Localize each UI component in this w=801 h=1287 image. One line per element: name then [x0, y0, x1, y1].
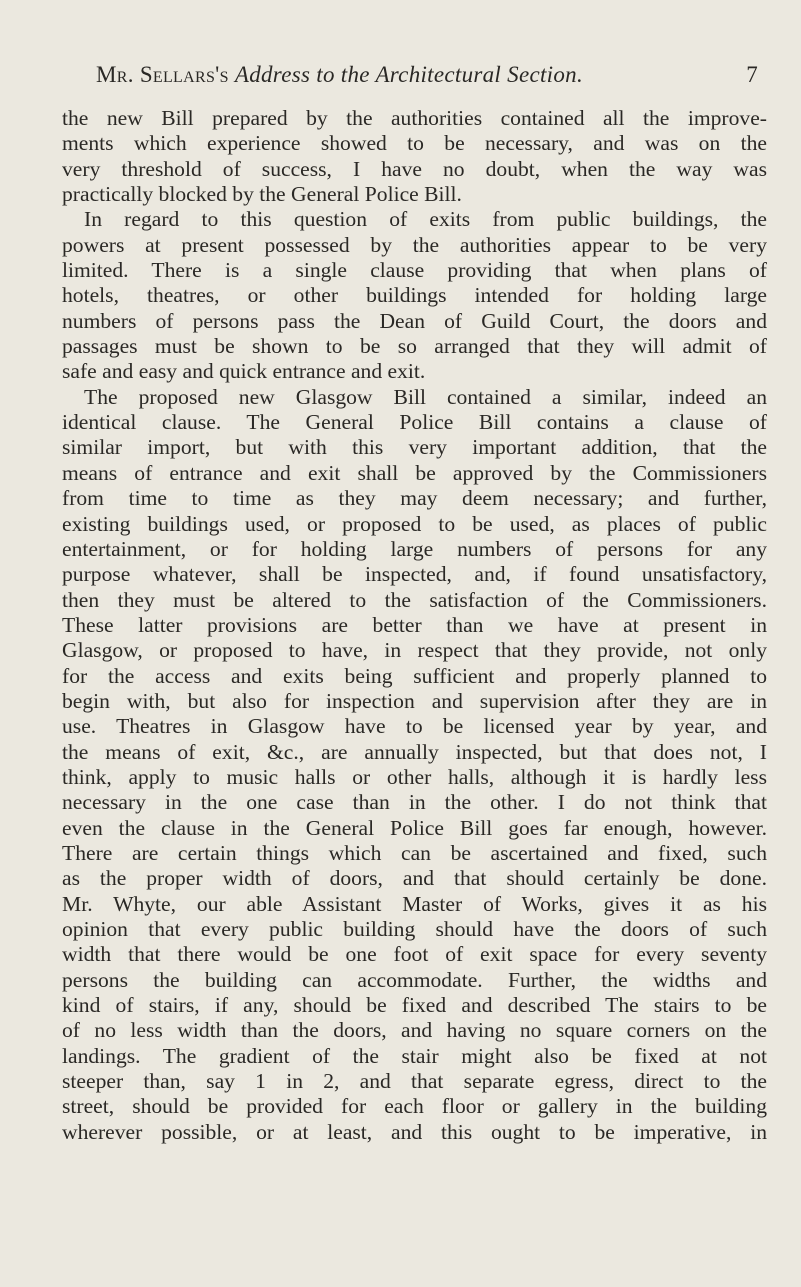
text-line: begin with, but also for inspection and supervision after they are in [62, 688, 767, 713]
text-line: entertainment, or for holding large numbers of persons for any [62, 536, 767, 561]
text-line: as the proper width of doors, and that should certainly be done. [62, 866, 767, 891]
text-line: These latter provisions are better than we have at present in [62, 612, 767, 637]
page-number: 7 [746, 62, 758, 87]
text-line: for the access and exits being sufficient and properly planned to [62, 663, 767, 688]
text-line: use. Theatres in Glasgow have to be licensed year by year, and [62, 714, 767, 739]
text-line: similar import, but with this very important addition, that the [62, 435, 767, 460]
running-title [96, 62, 583, 88]
text-line: practically blocked by the General Police Bill. [62, 182, 462, 207]
text-line: Mr. Whyte, our able Assistant Master of Works, gives it as his [62, 891, 767, 916]
running-title-subject: Address to the Architectural Section. [234, 62, 584, 87]
text-line: means of entrance and exit shall be approved by the Commissioners [62, 460, 767, 485]
text-line: In regard to this question of exits from public buildings, the [84, 207, 767, 232]
text-line: numbers of persons pass the Dean of Guild Court, the doors and [62, 308, 767, 333]
text-line: very threshold of success, I have no doubt, when the way was [62, 156, 767, 181]
text-line: existing buildings used, or proposed to be used, as places of public [62, 511, 767, 536]
text-line: the means of exit, &c., are annually inspected, but that does not, I [62, 739, 767, 764]
text-line: wherever possible, or at least, and this ought to be imperative, in [62, 1119, 767, 1144]
text-line: powers at present possessed by the authorities appear to be very [62, 232, 767, 257]
text-line: identical clause. The General Police Bill contains a clause of [62, 410, 767, 435]
text-line: of no less width than the doors, and having no square corners on the [62, 1018, 767, 1043]
text-line: opinion that every public building should have the doors of such [62, 917, 767, 941]
body-text [62, 106, 767, 1145]
text-line: Glasgow, or proposed to have, in respect that they provide, not only [62, 638, 767, 663]
text-line: There are certain things which can be ascertained and fixed, such [62, 840, 767, 865]
text-line: street, should be provided for each floor or gallery in the building [62, 1094, 767, 1119]
text-line: then they must be altered to the satisfaction of the Commissioners. [62, 587, 767, 612]
text-line: think, apply to music halls or other halls, although it is hardly less [62, 764, 767, 789]
text-line: limited. There is a single clause providing that when plans of [62, 258, 767, 283]
text-line: passages must be shown to be so arranged that they will admit of [62, 334, 767, 359]
text-line: steeper than, say 1 in 2, and that separate egress, direct to the [62, 1069, 767, 1094]
text-line: kind of stairs, if any, should be fixed and described The stairs to be [62, 993, 767, 1018]
text-line: from time to time as they may deem necessary; and further, [62, 486, 767, 511]
text-line: landings. The gradient of the stair might also be fixed at not [62, 1043, 767, 1068]
text-line: necessary in the one case than in the other. I do not think that [62, 790, 767, 815]
text-line: hotels, theatres, or other buildings intended for holding large [62, 283, 767, 308]
text-line: safe and easy and quick entrance and exit. [62, 359, 426, 384]
text-line: the new Bill prepared by the authorities contained all the improve- [62, 106, 767, 130]
running-head [96, 62, 776, 92]
text-line: ments which experience showed to be necessary, and was on the [62, 131, 767, 156]
text-line: purpose whatever, shall be inspected, and, if found unsatisfactory, [62, 562, 767, 587]
text-line: width that there would be one foot of exit space for every seventy [62, 942, 767, 967]
text-line: The proposed new Glasgow Bill contained a similar, indeed an [84, 384, 767, 409]
running-title-author: Mr. Sellars's [96, 62, 235, 87]
text-line: persons the building can accommodate. Further, the widths and [62, 967, 767, 992]
text-line: even the clause in the General Police Bill goes far enough, however. [62, 815, 767, 840]
